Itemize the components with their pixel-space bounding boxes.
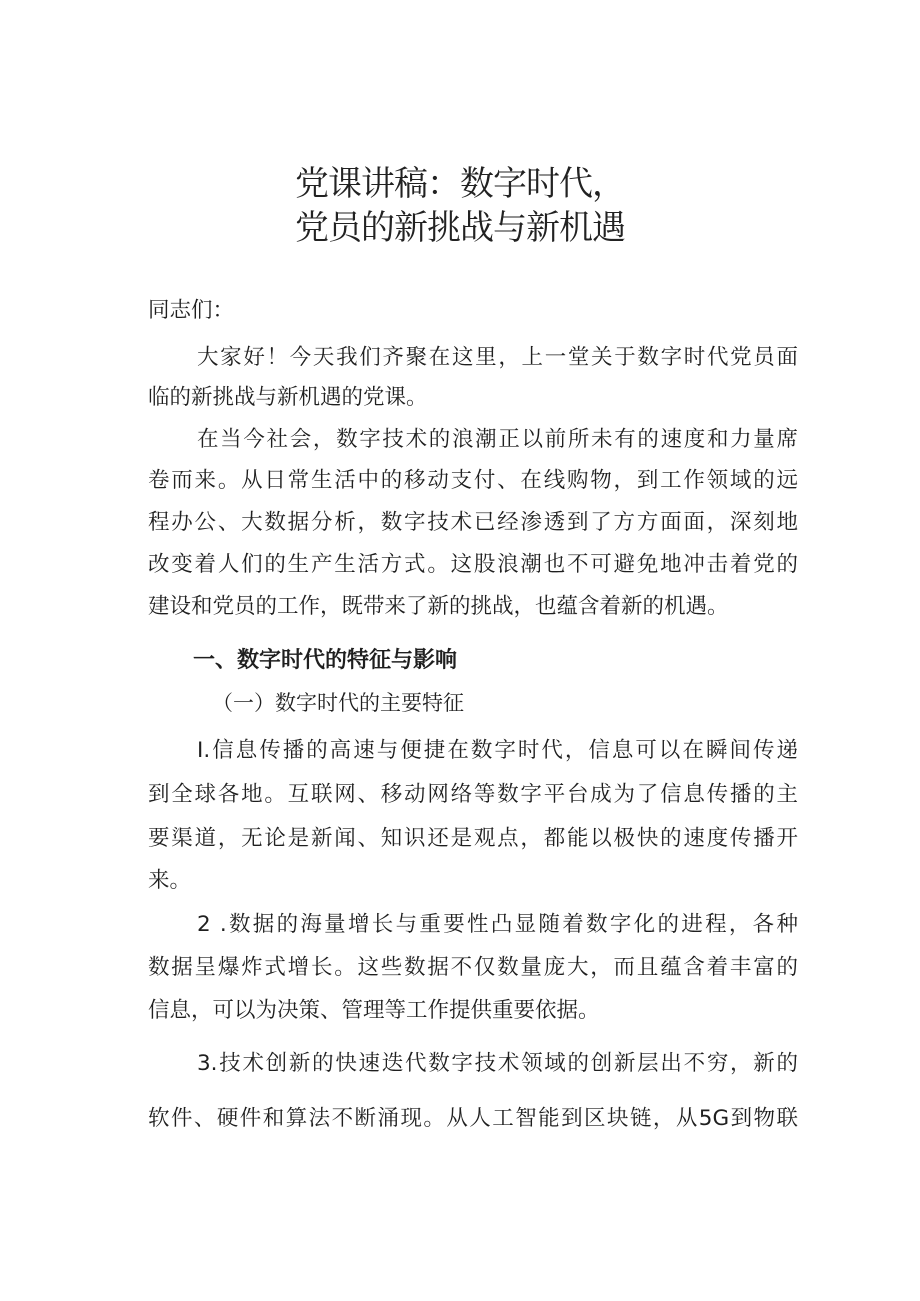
- paragraph-2-line-4: 改变着人们的生产生活方式。这股浪潮也不可避免地冲击着党的: [148, 552, 798, 577]
- item-2-line-3: 信息，可以为决策、管理等工作提供重要依据。: [148, 998, 600, 1023]
- item-1-line-4: 来。: [148, 868, 192, 893]
- document-title-line-1: 党课讲稿：数字时代，: [295, 164, 625, 204]
- paragraph-2-line-1: 在当今社会，数字技术的浪潮正以前所未有的速度和力量席: [197, 427, 798, 452]
- subsection-heading-1: （一）数字时代的主要特征: [212, 691, 464, 715]
- item-1-line-3: 要渠道，无论是新闻、知识还是观点，都能以极快的速度传播开: [148, 826, 798, 851]
- item-3-line-1: 3.技术创新的快速迭代数字技术领域的创新层出不穷，新的: [197, 1051, 798, 1076]
- greeting: 同志们：: [148, 298, 235, 323]
- document-title-line-2: 党员的新挑战与新机遇: [295, 208, 625, 248]
- paragraph-1-line-2: 临的新挑战与新机遇的党课。: [148, 385, 428, 410]
- item-1-line-2: 到全球各地。互联网、移动网络等数字平台成为了信息传播的主: [148, 782, 798, 807]
- item-2-line-1: 2 .数据的海量增长与重要性凸显随着数字化的进程，各种: [197, 912, 798, 937]
- item-2-line-2: 数据呈爆炸式增长。这些数据不仅数量庞大，而且蕴含着丰富的: [148, 955, 798, 980]
- paragraph-2-line-2: 卷而来。从日常生活中的移动支付、在线购物，到工作领域的远: [148, 468, 798, 493]
- paragraph-2-line-3: 程办公、大数据分析，数字技术已经渗透到了方方面面，深刻地: [148, 510, 798, 535]
- section-heading-1: 一、数字时代的特征与影响: [193, 648, 458, 673]
- paragraph-1-line-1: 大家好！今天我们齐聚在这里，上一堂关于数字时代党员面: [197, 345, 798, 370]
- item-3-line-2: 软件、硬件和算法不断涌现。从人工智能到区块链，从5G到物联: [148, 1106, 798, 1131]
- paragraph-2-line-5: 建设和党员的工作，既带来了新的挑战，也蕴含着新的机遇。: [148, 594, 729, 619]
- item-1-line-1: I.信息传播的高速与便捷在数字时代，信息可以在瞬间传递: [197, 738, 798, 763]
